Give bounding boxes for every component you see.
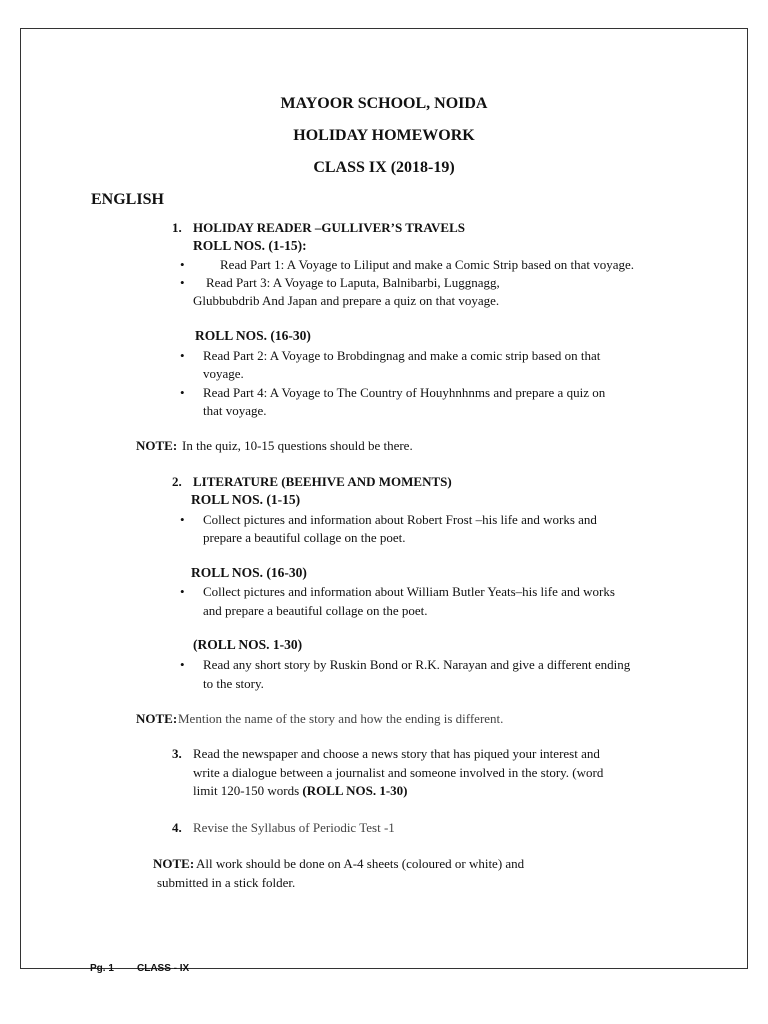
- section3-line2: write a dialogue between a journalist and someone involved in the story. (word: [193, 765, 604, 780]
- bullet-icon: •: [180, 584, 185, 599]
- note-label: NOTE:: [136, 711, 178, 726]
- section1-roll-1-15: ROLL NOS. (1-15):: [193, 238, 307, 253]
- section2-roll-1-30: (ROLL NOS. 1-30): [193, 637, 303, 652]
- bullet-icon: •: [180, 657, 185, 672]
- s2-g2-item1-line2: and prepare a beautiful collage on the poet.: [203, 603, 428, 618]
- section3-line1: Read the newspaper and choose a news story that has piqued your interest and: [193, 746, 600, 761]
- section1-number: 1.: [172, 220, 182, 235]
- s2-g1-item1-line1: Collect pictures and information about Robert Frost –his life and works and: [203, 512, 597, 527]
- section2-note: Mention the name of the story and how the ending is different.: [178, 711, 504, 726]
- section2-number: 2.: [172, 474, 182, 489]
- s2-g3-item1-line2: to the story.: [203, 676, 264, 691]
- s1-g2-item1-line2: voyage.: [203, 366, 244, 381]
- section3-line3: [193, 783, 408, 799]
- bullet-icon: •: [180, 275, 185, 290]
- section4-text: Revise the Syllabus of Periodic Test -1: [193, 820, 395, 835]
- section3-roll: (ROLL NOS. 1-30): [302, 783, 408, 798]
- s1-g1-item1: Read Part 1: A Voyage to Liliput and make a Comic Strip based on that voyage.: [220, 257, 635, 272]
- final-note-line2: submitted in a stick folder.: [157, 875, 296, 890]
- section1-roll-16-30: ROLL NOS. (16-30): [195, 328, 311, 343]
- bullet-icon: •: [180, 512, 185, 527]
- section1-note: In the quiz, 10-15 questions should be there.: [182, 438, 413, 453]
- final-note-label: NOTE:: [153, 856, 195, 871]
- footer-page-number: Pg. 1: [90, 963, 114, 974]
- s1-g2-item1-line1: Read Part 2: A Voyage to Brobdingnag and make a comic strip based on that: [203, 348, 601, 363]
- subject-heading: ENGLISH: [91, 191, 164, 208]
- s2-g3-item1-line1: Read any short story by Ruskin Bond or R.K. Narayan and give a different ending: [203, 657, 631, 672]
- final-note-line1: All work should be done on A-4 sheets (coloured or white) and: [196, 856, 525, 871]
- s2-g1-item1-line2: prepare a beautiful collage on the poet.: [203, 530, 406, 545]
- bullet-icon: •: [180, 257, 185, 272]
- section3-number: 3.: [172, 746, 182, 761]
- homework-title: HOLIDAY HOMEWORK: [293, 127, 475, 144]
- s1-g1-item2-line2: Glubbubdrib And Japan and prepare a quiz on that voyage.: [193, 293, 500, 308]
- bullet-icon: •: [180, 385, 185, 400]
- school-name: MAYOOR SCHOOL, NOIDA: [280, 95, 488, 112]
- s1-g1-item2-line1: Read Part 3: A Voyage to Laputa, Balnibarbi, Luggnagg,: [206, 275, 500, 290]
- section1-heading: HOLIDAY READER –GULLIVER’S TRAVELS: [193, 220, 465, 235]
- section3-word-limit: limit 120-150 words: [193, 783, 300, 798]
- bullet-icon: •: [180, 348, 185, 363]
- s2-g2-item1-line1: Collect pictures and information about William Butler Yeats–his life and works: [203, 584, 615, 599]
- section2-roll-1-15: ROLL NOS. (1-15): [191, 492, 301, 507]
- section2-heading: LITERATURE (BEEHIVE AND MOMENTS): [193, 474, 452, 489]
- section2-roll-16-30: ROLL NOS. (16-30): [191, 565, 307, 580]
- s1-g2-item2-line2: that voyage.: [203, 403, 267, 418]
- note-label: NOTE:: [136, 438, 178, 453]
- s1-g2-item2-line1: Read Part 4: A Voyage to The Country of Houyhnhnms and prepare a quiz on: [203, 385, 606, 400]
- class-title: CLASS IX (2018-19): [313, 159, 455, 176]
- section4-number: 4.: [172, 820, 182, 835]
- footer-class: CLASS - IX: [137, 963, 190, 974]
